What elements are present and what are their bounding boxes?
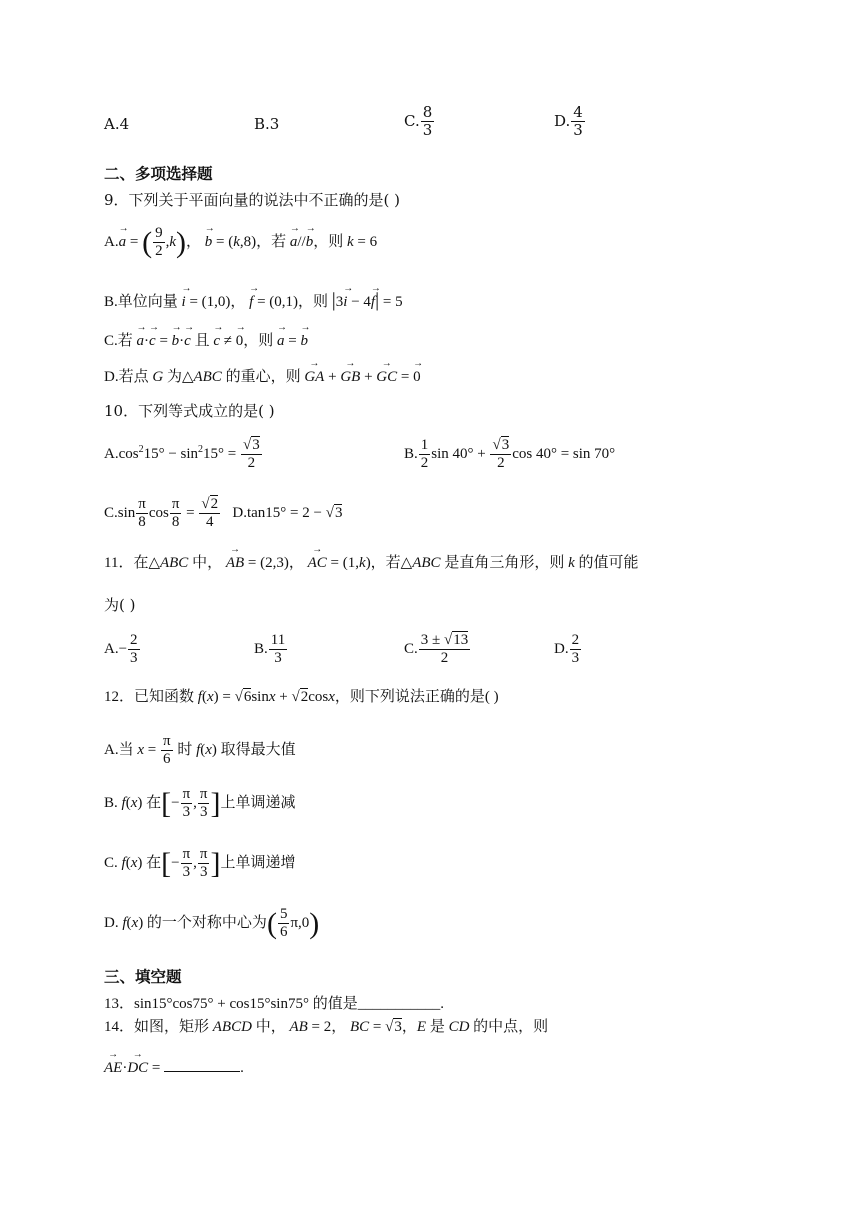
q10-option-a: $A.\cos^215^\circ - \sin^215^\circ$ = $\frac{√3}{2}$ — [104, 437, 260, 472]
q10-option-c-d: C.sin $\frac{\pi}{8}$ cos $\frac{\pi}{8}$ = $\frac{√2}{4}$ D.tan15° = 2 − √3 — [104, 496, 343, 531]
q8-option-d: D. $\frac{4}{3}$ — [554, 103, 583, 140]
q11-stem: 11．在△ABC 中， → AB = (2,3)， → AC = (1,k)，若△ABC 是直角三角形，则 k 的值可能 — [104, 556, 639, 571]
q14-answer-line: → AE·→ DC = . — [104, 1061, 244, 1076]
q9-option-b: B.单位向量 → i = (1,0)， → f = (0,1)，则 |3→ i − 4→ f| = 5 — [104, 290, 403, 310]
q12-option-b: B. f(x) 在[− $\frac{\pi}{3}$ , $\frac{\pi}{3}$ ]上单调递减 — [104, 786, 296, 821]
q9-stem: 9．下列关于平面向量的说法中不正确的是( ) — [104, 191, 401, 209]
q9-option-a: A.→ a = ( $\frac{9}{2}$ ,k)， → b = (k,8)，若 → a//→ b，则 k = 6 — [104, 225, 377, 261]
q11-option-b: B. $\frac{11}{3}$ — [254, 632, 286, 667]
section-heading-fill-in: 三、填空题 — [104, 968, 182, 986]
q11-option-a: A.− $\frac{2}{3}$ — [104, 632, 138, 667]
q8-option-a: A.4 — [104, 115, 130, 133]
q11-stem-continued: 为( ) — [104, 596, 136, 614]
q10-option-b: B. $\frac{1}{2}$ sin 40° + $\frac{√3}{2}$ cos 40° = sin 70° — [404, 437, 616, 472]
q10-stem: 10．下列等式成立的是( ) — [104, 402, 275, 420]
q11-option-d: D. $\frac{2}{3}$ — [554, 632, 580, 667]
q12-option-c: C. f(x) 在[− $\frac{\pi}{3}$ , $\frac{\pi}{3}$ ]上单调递增 — [104, 846, 296, 881]
section-heading-multiple-choice: 二、多项选择题 — [104, 165, 213, 183]
q11-option-c: C. $\frac{3 \pm √13}{2}$ — [404, 632, 469, 667]
q12-option-a: A.当 x = $\frac{\pi}{6}$ 时 f(x) 取得最大值 — [104, 733, 296, 768]
q9-option-d: D.若点 G 为△ABC 的重心，则 → GA + → GB + → GC = → 0 — [104, 370, 421, 385]
q9-option-c: C.若 → a·→ c = → b·→ c 且 → c ≠ → 0，则 → a = → b — [104, 334, 308, 349]
q14-stem: 14．如图，矩形 ABCD 中， AB = 2， BC = √3，E 是 CD 的中点，则 — [104, 1019, 549, 1035]
q12-option-d: D. f(x) 的一个对称中心为( $\frac{5}{6}$ π,0) — [104, 906, 320, 941]
q13-stem: 13．sin15°cos75° + cos15°sin75° 的值是___________. — [104, 996, 444, 1012]
q8-option-c: C. $\frac{8}{3}$ — [404, 103, 433, 140]
q12-stem: 12．已知函数 f(x) = √6sinx + √2cosx，则下列说法正确的是( ) — [104, 689, 499, 705]
q8-option-b: B.3 — [254, 115, 280, 133]
